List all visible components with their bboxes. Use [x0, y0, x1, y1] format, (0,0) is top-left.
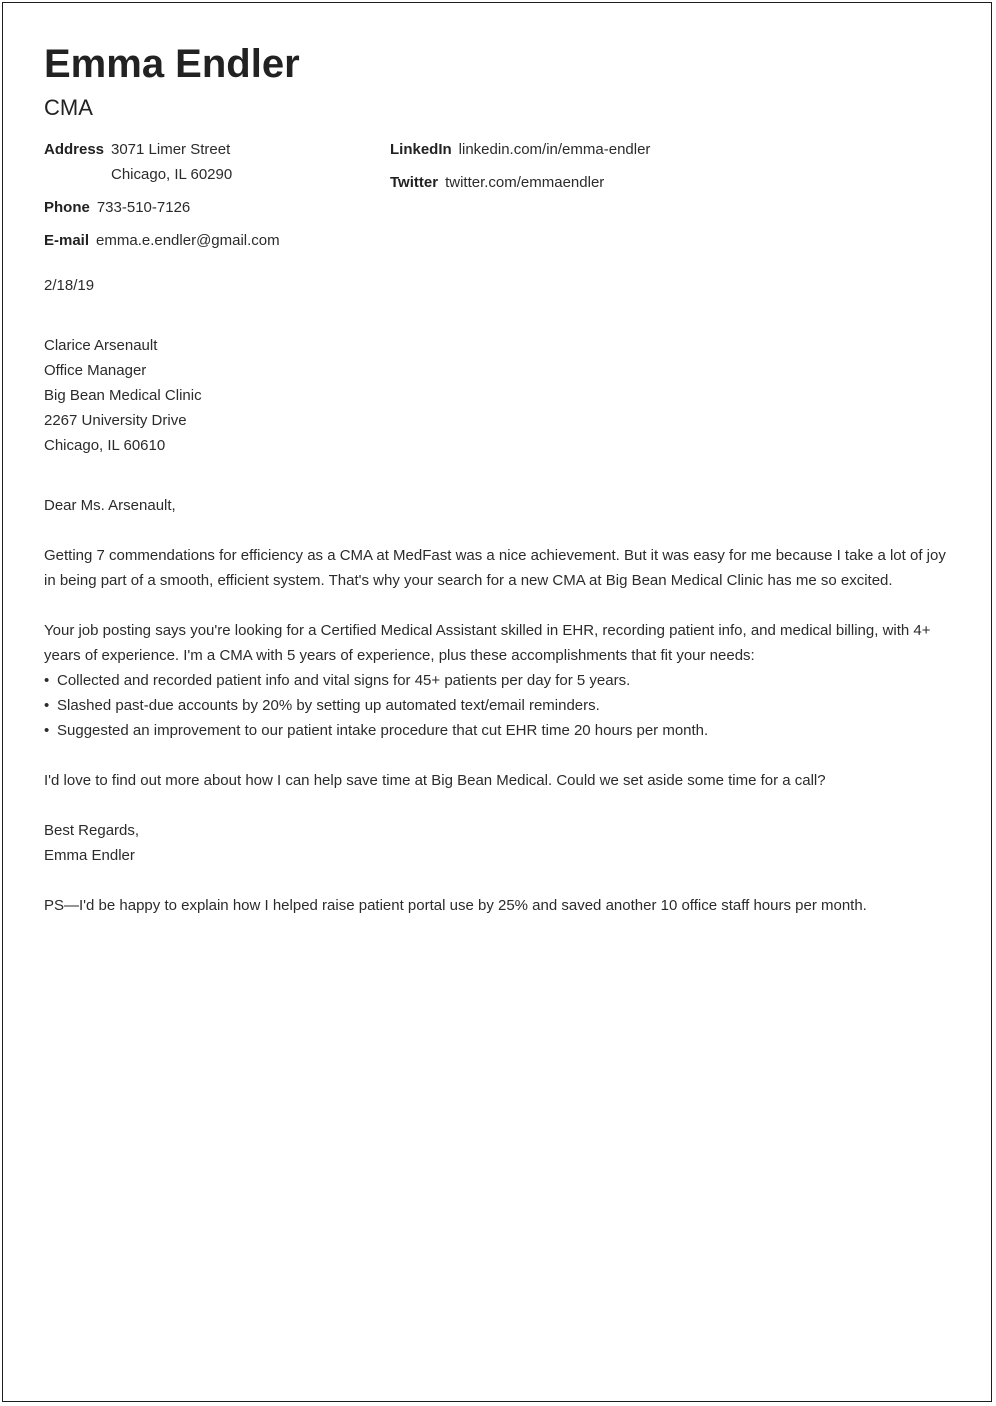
address-label: Address [44, 141, 105, 158]
address-block [44, 137, 232, 187]
recipient-block [44, 333, 954, 458]
recipient-street: 2267 University Drive [44, 412, 187, 429]
twitter-value: twitter.com/emmaendler [445, 174, 605, 191]
closing: Best Regards, [44, 822, 140, 839]
paragraph-1: Getting 7 commendations for efficiency as a CMA at MedFast was a nice achievement. But it was easy for me because I take a lot of joy in being part of a smooth, efficient system. That's why your search for a new CMA at Big Bean Medical Clinic has me so excited. [44, 547, 946, 589]
address-line1: 3071 Limer Street [111, 141, 231, 158]
applicant-name: Emma Endler [44, 42, 300, 86]
applicant-title: CMA [44, 95, 93, 120]
bullet-text: Suggested an improvement to our patient intake procedure that cut EHR time 20 hours per month. [57, 722, 709, 739]
address-line2: Chicago, IL 60290 [111, 166, 233, 183]
twitter-label: Twitter [390, 174, 439, 191]
recipient-title: Office Manager [44, 362, 147, 379]
list-item [44, 668, 954, 693]
letter-date: 2/18/19 [44, 277, 95, 294]
bullet-icon: • [44, 697, 50, 714]
list-item [44, 718, 954, 743]
phone-row [44, 195, 190, 220]
twitter-row [390, 170, 604, 195]
list-item [44, 693, 954, 718]
recipient-city: Chicago, IL 60610 [44, 437, 166, 454]
paragraph-2: Your job posting says you're looking for a Certified Medical Assistant skilled in EHR, recording patient info, and medical billing, with 4+ years of experience. I'm a CMA with 5 years of experience, plus these accomplishments that fit your needs: [44, 622, 931, 664]
email-row [44, 228, 280, 253]
paragraph-2-block [44, 618, 954, 743]
bullet-text: Collected and recorded patient info and vital signs for 45+ patients per day for 5 years. [57, 672, 631, 689]
salutation: Dear Ms. Arsenault, [44, 497, 176, 514]
bullet-icon: • [44, 672, 50, 689]
accomplishments-list [44, 668, 954, 743]
recipient-company: Big Bean Medical Clinic [44, 387, 202, 404]
signature: Emma Endler [44, 847, 135, 864]
bullet-text: Slashed past-due accounts by 20% by setting up automated text/email reminders. [57, 697, 600, 714]
linkedin-label: LinkedIn [390, 141, 452, 158]
email-label: E-mail [44, 232, 90, 249]
paragraph-3: I'd love to find out more about how I can help save time at Big Bean Medical. Could we set aside some time for a call? [44, 772, 826, 789]
closing-block [44, 818, 954, 868]
linkedin-row [390, 137, 650, 162]
letter-page [2, 2, 992, 1402]
bullet-icon: • [44, 722, 50, 739]
linkedin-value: linkedin.com/in/emma-endler [458, 141, 651, 158]
phone-label: Phone [44, 199, 90, 216]
postscript: PS—I'd be happy to explain how I helped raise patient portal use by 25% and saved another 10 office staff hours per month. [44, 897, 867, 914]
email-value: emma.e.endler@gmail.com [96, 232, 280, 249]
phone-value: 733-510-7126 [96, 199, 191, 216]
recipient-name: Clarice Arsenault [44, 337, 158, 354]
